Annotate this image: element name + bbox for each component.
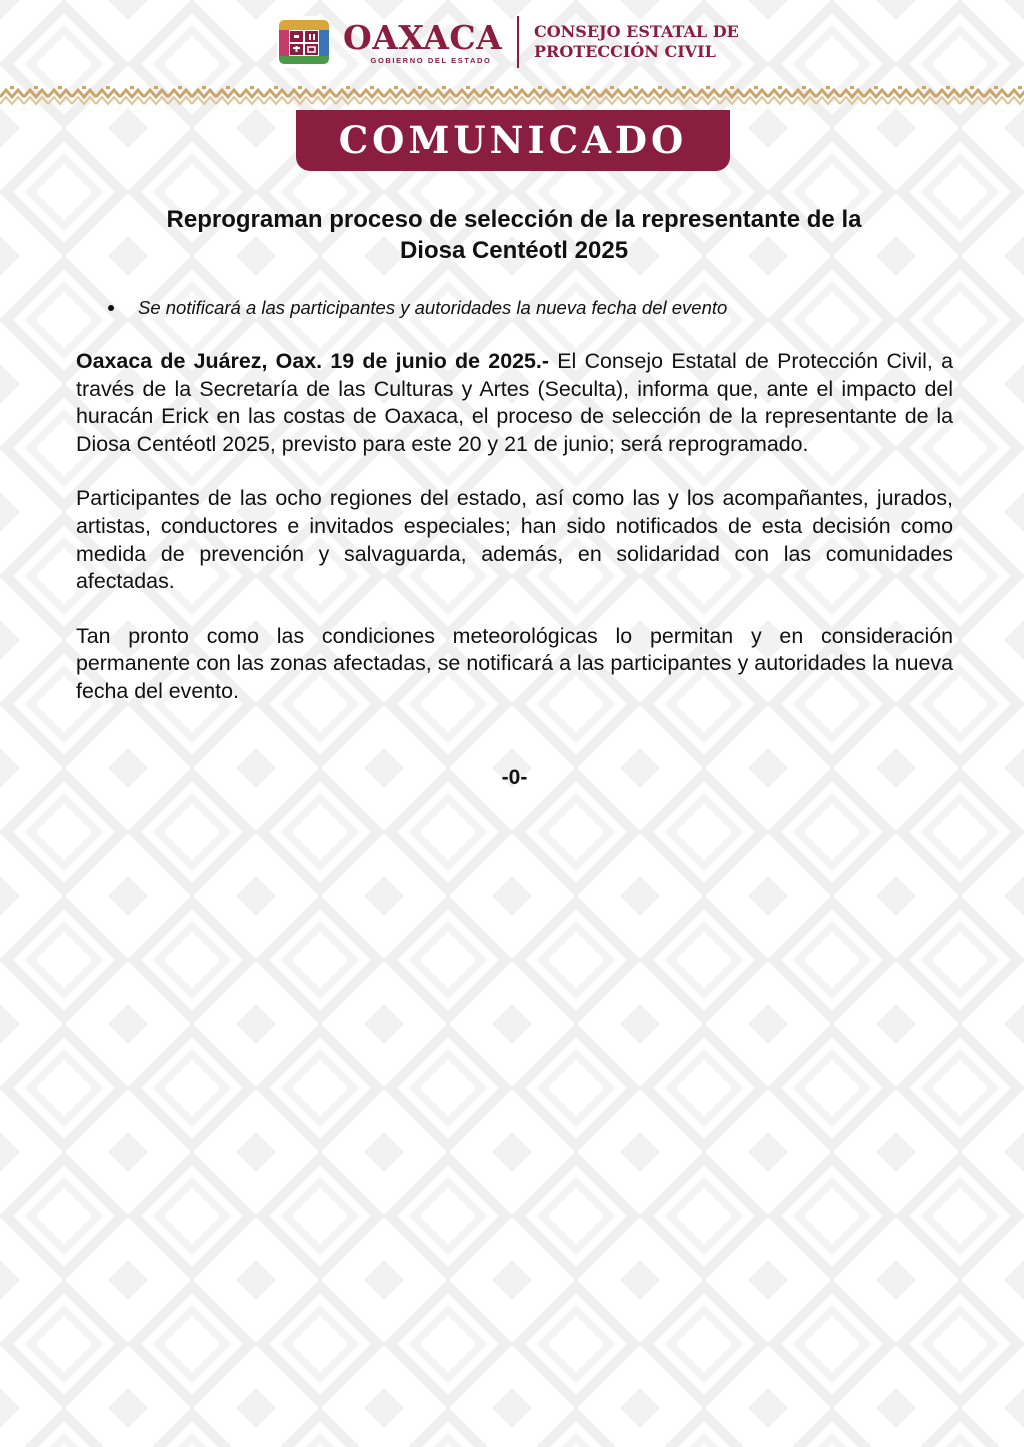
brand-name: OAXACA xyxy=(343,18,503,57)
paragraph-1 xyxy=(76,348,953,458)
summary-bullets xyxy=(104,296,964,320)
banner-label: COMUNICADO xyxy=(338,118,688,162)
oaxaca-emblem-icon xyxy=(277,16,331,68)
comunicado-banner xyxy=(296,110,730,171)
paragraph-1-text: El Consejo Estatal de Protección Civil, a través de la Secretaría de las Culturas y Artes (Seculta), informa que, ante el impacto del huracán Erick en las costas de Oaxaca, el proceso de selección de la representante de la Diosa Centéotl 2025, previsto para este 20 y 21 de junio; será reprogramado. xyxy=(76,349,953,456)
paragraph-3: Tan pronto como las condiciones meteorológicas lo permitan y en consideración permanente con las zonas afectadas, se notificará a las participantes y autoridades la nueva fecha del evento. xyxy=(76,623,953,703)
paragraph-2: Participantes de las ocho regiones del estado, así como las y los acompañantes, jurados, artistas, conductores e invitados especiales; han sido notificados de esta decisión como medida de prevención y salvaguarda, además, en solidaridad con las comunidades afectadas. xyxy=(76,486,953,594)
agency-line-2: PROTECCIÓN CIVIL xyxy=(534,42,716,61)
bullet-dot-icon xyxy=(108,305,114,311)
closing-mark: -0- xyxy=(501,766,528,789)
agency-line-1: CONSEJO ESTATAL DE xyxy=(534,22,739,41)
decorative-band xyxy=(0,86,1024,108)
headline-line-1: Reprograman proceso de selección de la representante de la xyxy=(166,206,862,233)
agency-name xyxy=(534,22,794,62)
brand-block xyxy=(343,20,511,65)
brand-subtitle: GOBIERNO DEL ESTADO xyxy=(370,56,492,65)
article-body xyxy=(76,348,953,733)
header xyxy=(0,0,1024,84)
headline xyxy=(76,204,952,266)
bullet-item xyxy=(104,296,964,320)
header-divider xyxy=(517,16,519,68)
bullet-text: Se notificará a las participantes y autoridades la nueva fecha del evento xyxy=(138,297,728,318)
dateline: Oaxaca de Juárez, Oax. 19 de junio de 2025.- xyxy=(76,349,549,373)
headline-line-2: Diosa Centéotl 2025 xyxy=(399,237,629,264)
